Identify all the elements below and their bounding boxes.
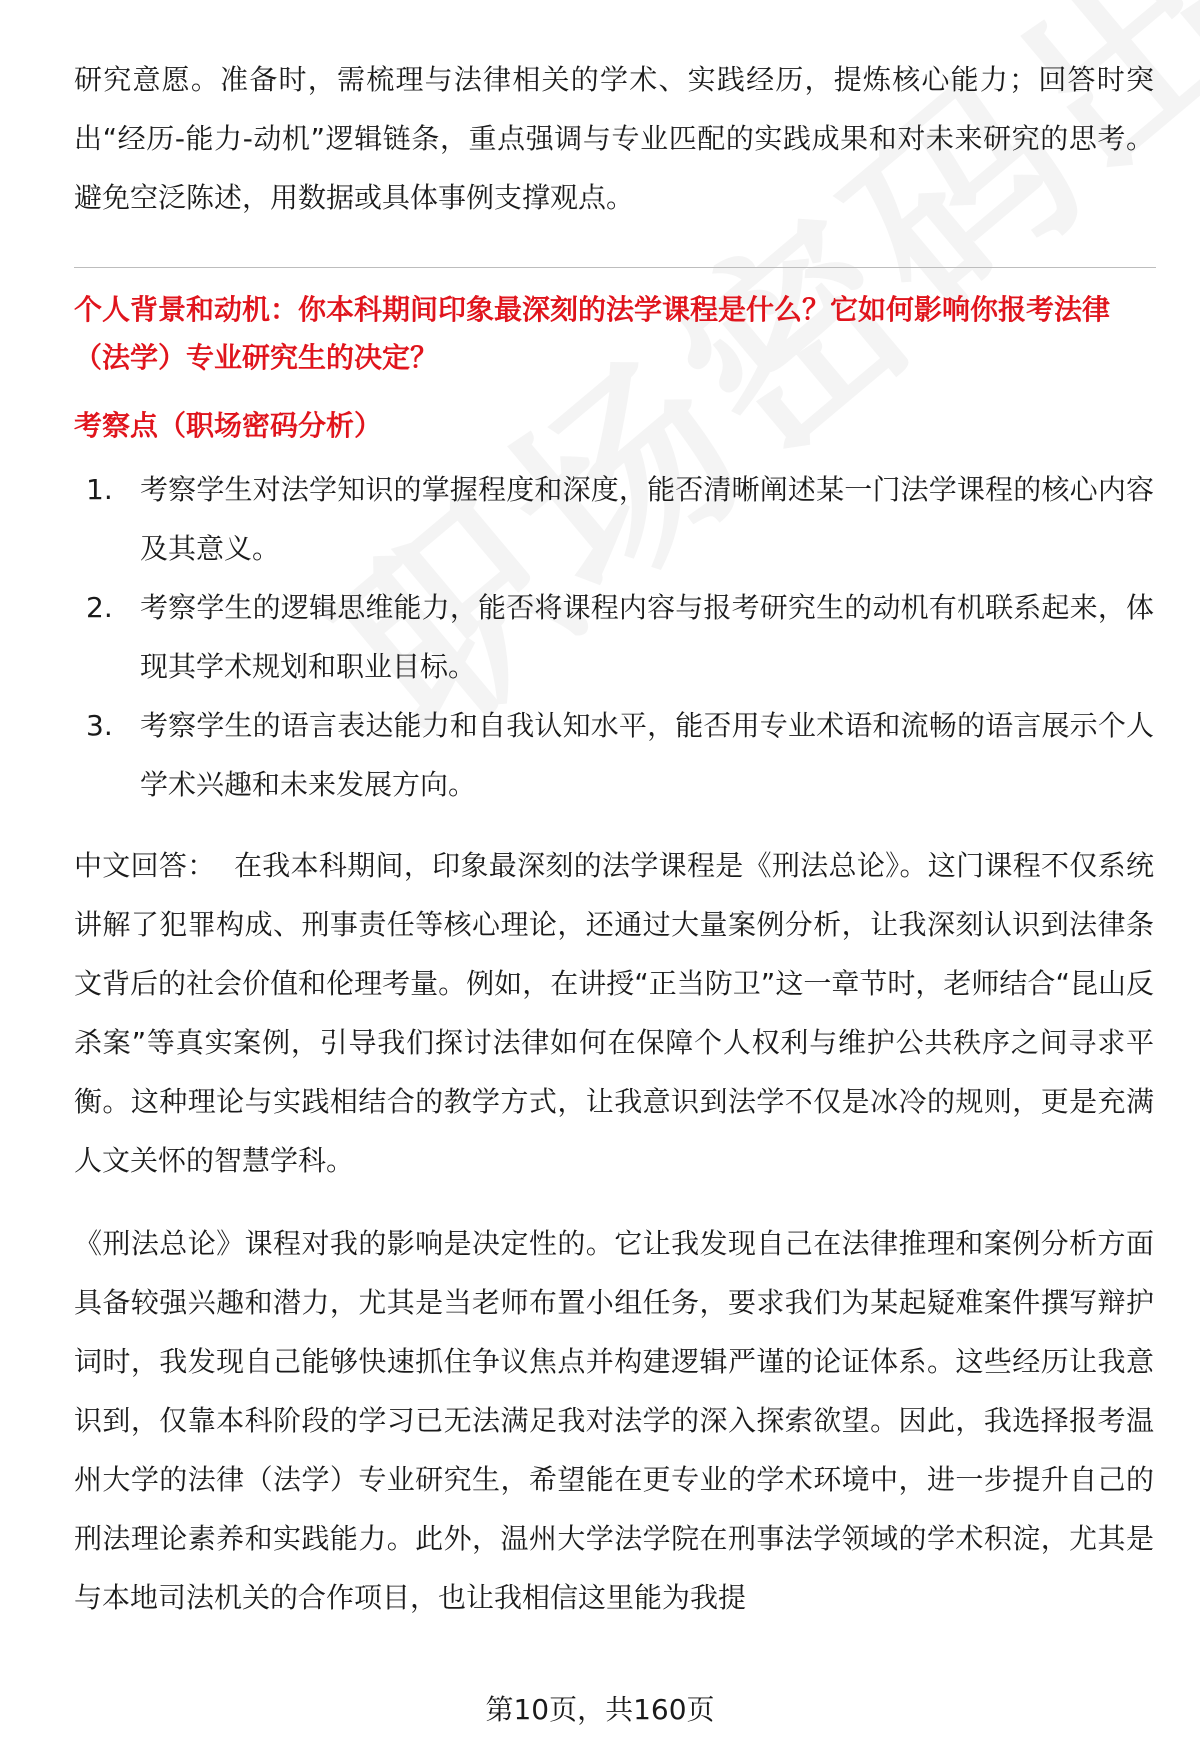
list-item-text: 考察学生的语言表达能力和自我认知水平，能否用专业术语和流畅的语言展示个人学术兴趣和未来发展方向。 xyxy=(140,709,1154,801)
page-footer: 第10页，共160页 xyxy=(485,1693,715,1726)
list-item-number: 3. xyxy=(86,709,113,742)
answer-paragraph-1 xyxy=(74,836,1154,1190)
answer-label: 中文回答： xyxy=(74,849,216,882)
intro-paragraph: 研究意愿。准备时，需梳理与法律相关的学术、实践经历，提炼核心能力；回答时突出“经历-能力-动机”逻辑链条，重点强调与专业匹配的实践成果和对未来研究的思考。避免空泛陈述，用数据或具体事例支撑观点。 xyxy=(74,63,1154,214)
list-item-number: 1. xyxy=(86,473,113,506)
assessment-heading: 考察点（职场密码分析） xyxy=(74,409,383,442)
list-item xyxy=(74,460,1154,578)
question-heading: 个人背景和动机：你本科期间印象最深刻的法学课程是什么？它如何影响你报考法律（法学）专业研究生的决定？ xyxy=(74,293,1111,374)
list-item-text: 考察学生对法学知识的掌握程度和深度，能否清晰阐述某一门法学课程的核心内容及其意义。 xyxy=(140,473,1154,565)
section-divider xyxy=(74,267,1156,268)
answer-text-1: 在我本科期间，印象最深刻的法学课程是《刑法总论》。这门课程不仅系统讲解了犯罪构成、刑事责任等核心理论，还通过大量案例分析，让我深刻认识到法律条文背后的社会价值和伦理考量。例如，在讲授“正当防卫”这一章节时，老师结合“昆山反杀案”等真实案例，引导我们探讨法律如何在保障个人权利与维护公共秩序之间寻求平衡。这种理论与实践相结合的教学方式，让我意识到法学不仅是冰冷的规则，更是充满人文关怀的智慧学科。 xyxy=(74,849,1154,1177)
document-page xyxy=(74,50,1154,1627)
answer-paragraph-2: 《刑法总论》课程对我的影响是决定性的。它让我发现自己在法律推理和案例分析方面具备较强兴趣和潜力，尤其是当老师布置小组任务，要求我们为某起疑难案件撰写辩护词时，我发现自己能够快速抓住争议焦点并构建逻辑严谨的论证体系。这些经历让我意识到，仅靠本科阶段的学习已无法满足我对法学的深入探索欲望。因此，我选择报考温州大学的法律（法学）专业研究生，希望能在更专业的学术环境中，进一步提升自己的刑法理论素养和实践能力。此外，温州大学法学院在刑事法学领域的学术积淀，尤其是与本地司法机关的合作项目，也让我相信这里能为我提 xyxy=(74,1227,1154,1614)
list-item-number: 2. xyxy=(86,591,113,624)
list-item xyxy=(74,578,1154,696)
list-item xyxy=(74,696,1154,814)
list-item-text: 考察学生的逻辑思维能力，能否将课程内容与报考研究生的动机有机联系起来，体现其学术规划和职业目标。 xyxy=(140,591,1154,683)
assessment-list xyxy=(74,460,1154,814)
